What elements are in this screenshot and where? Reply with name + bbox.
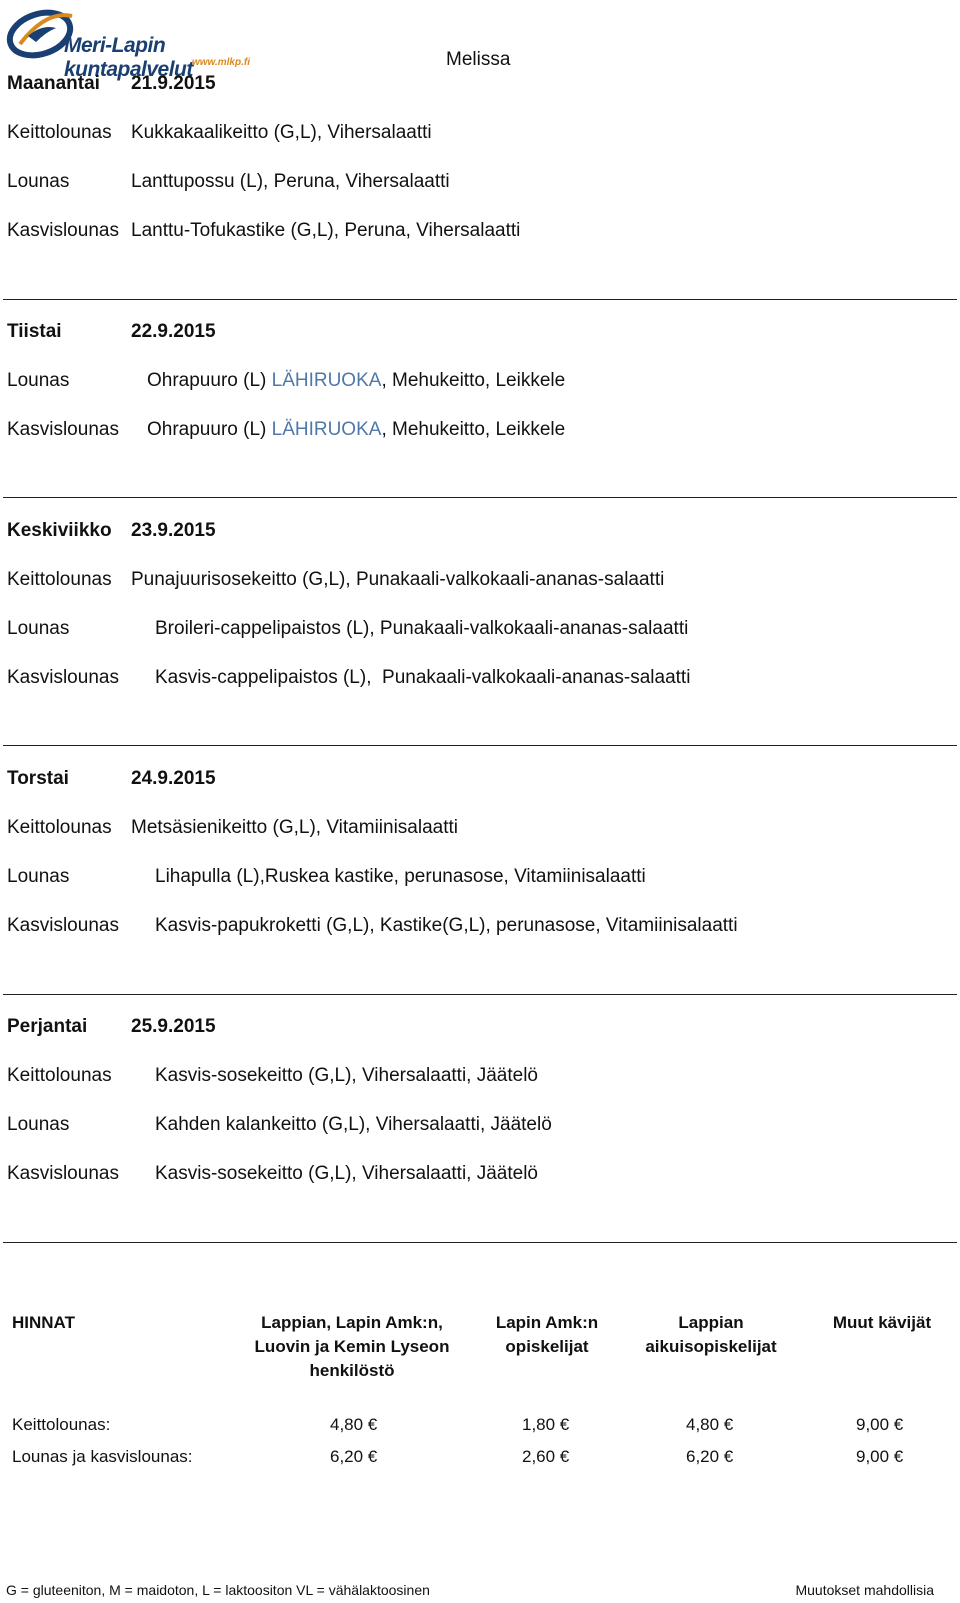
price-value: 2,60 € xyxy=(522,1447,570,1466)
dish-text: Ohrapuuro (L) xyxy=(147,419,272,440)
meal-dish: Kasvis-sosekeitto (G,L), Vihersalaatti, Jäätelö xyxy=(155,1065,538,1086)
price-value: 9,00 € xyxy=(856,1447,904,1466)
day-title: Torstai xyxy=(7,768,69,789)
day-date: 23.9.2015 xyxy=(131,520,216,541)
day-date: 21.9.2015 xyxy=(131,73,216,94)
meal-dish: Broileri-cappelipaistos (L), Punakaali-valkokaali-ananas-salaatti xyxy=(155,618,689,639)
header-line: Luovin ja Kemin Lyseon xyxy=(254,1337,450,1356)
price-row-label: Keittolounas: xyxy=(12,1415,111,1434)
meal-label: Keittolounas xyxy=(7,1065,112,1086)
price-value: 4,80 € xyxy=(330,1415,378,1434)
meal-label: Kasvislounas xyxy=(7,915,119,936)
price-value: 6,20 € xyxy=(686,1447,734,1466)
day-title: Keskiviikko xyxy=(7,520,112,541)
meal-label: Kasvislounas xyxy=(7,1163,119,1184)
site-name: Melissa xyxy=(446,49,511,70)
divider xyxy=(3,299,957,300)
meal-dish: Punajuurisosekeitto (G,L), Punakaali-valkokaali-ananas-salaatti xyxy=(131,569,665,590)
local-food-tag: LÄHIRUOKA xyxy=(271,419,382,440)
meal-dish: Lanttupossu (L), Peruna, Vihersalaatti xyxy=(131,171,450,192)
meal-label: Lounas xyxy=(7,866,70,887)
meal-label: Kasvislounas xyxy=(7,667,119,688)
divider xyxy=(3,994,957,995)
meal-label: Keittolounas xyxy=(7,122,112,143)
meal-label: Lounas xyxy=(7,370,70,391)
price-column-header xyxy=(252,1311,452,1383)
day-title: Tiistai xyxy=(7,321,62,342)
meal-dish xyxy=(147,419,565,441)
logo-url: www.mlkp.fi xyxy=(192,57,250,68)
meal-dish: Kasvis-sosekeitto (G,L), Vihersalaatti, Jäätelö xyxy=(155,1163,538,1184)
header-line: aikuisopiskelijat xyxy=(645,1337,777,1356)
meal-label: Kasvislounas xyxy=(7,419,119,440)
dish-text: Ohrapuuro (L) xyxy=(147,370,272,391)
meal-label: Lounas xyxy=(7,1114,70,1135)
meal-label: Keittolounas xyxy=(7,817,112,838)
meal-label: Lounas xyxy=(7,171,70,192)
day-title: Maanantai xyxy=(7,73,100,94)
header-line: Lappian, Lapin Amk:n, xyxy=(261,1313,443,1332)
divider xyxy=(3,745,957,746)
meal-dish: Kukkakaalikeitto (G,L), Vihersalaatti xyxy=(131,122,432,143)
prices-title: HINNAT xyxy=(12,1313,75,1332)
divider xyxy=(3,1242,957,1243)
divider xyxy=(3,497,957,498)
price-value: 4,80 € xyxy=(686,1415,734,1434)
meal-dish: Kasvis-papukroketti (G,L), Kastike(G,L), perunasose, Vitamiinisalaatti xyxy=(155,915,738,936)
meal-dish: Kasvis-cappelipaistos (L), Punakaali-valkokaali-ananas-salaatti xyxy=(155,667,691,688)
header-line: henkilöstö xyxy=(309,1361,395,1380)
logo-name: Meri-Lapin kuntapalvelut xyxy=(64,34,193,81)
meal-dish: Kahden kalankeitto (G,L), Vihersalaatti, Jäätelö xyxy=(155,1114,552,1135)
meal-label: Lounas xyxy=(7,618,70,639)
price-column-header xyxy=(636,1311,786,1359)
changes-note: Muutokset mahdollisia xyxy=(795,1582,934,1598)
price-value: 6,20 € xyxy=(330,1447,378,1466)
price-column-header xyxy=(822,1311,942,1335)
day-date: 24.9.2015 xyxy=(131,768,216,789)
day-title: Perjantai xyxy=(7,1016,88,1037)
meal-dish: Lanttu-Tofukastike (G,L), Peruna, Vihersalaatti xyxy=(131,220,521,241)
local-food-tag: LÄHIRUOKA xyxy=(271,370,382,391)
meal-dish: Metsäsienikeitto (G,L), Vitamiinisalaatti xyxy=(131,817,458,838)
header-line: Lapin Amk:n xyxy=(495,1313,599,1332)
day-date: 25.9.2015 xyxy=(131,1016,216,1037)
price-value: 9,00 € xyxy=(856,1415,904,1434)
price-row-label: Lounas ja kasvislounas: xyxy=(12,1447,193,1466)
day-date: 22.9.2015 xyxy=(131,321,216,342)
meal-dish xyxy=(147,370,565,392)
meal-label: Kasvislounas xyxy=(7,220,119,241)
dish-text: , Mehukeitto, Leikkele xyxy=(381,370,566,391)
meal-label: Keittolounas xyxy=(7,569,112,590)
header-line: Muut kävijät xyxy=(832,1313,932,1332)
meal-dish: Lihapulla (L),Ruskea kastike, perunasose, Vitamiinisalaatti xyxy=(155,866,646,887)
header-line: Lappian xyxy=(678,1313,744,1332)
header-line: opiskelijat xyxy=(505,1337,589,1356)
logo xyxy=(6,4,296,81)
allergen-legend: G = gluteeniton, M = maidoton, L = laktoositon VL = vähälaktoosinen xyxy=(6,1582,430,1598)
price-column-header xyxy=(487,1311,607,1359)
dish-text: , Mehukeitto, Leikkele xyxy=(381,419,566,440)
price-value: 1,80 € xyxy=(522,1415,570,1434)
